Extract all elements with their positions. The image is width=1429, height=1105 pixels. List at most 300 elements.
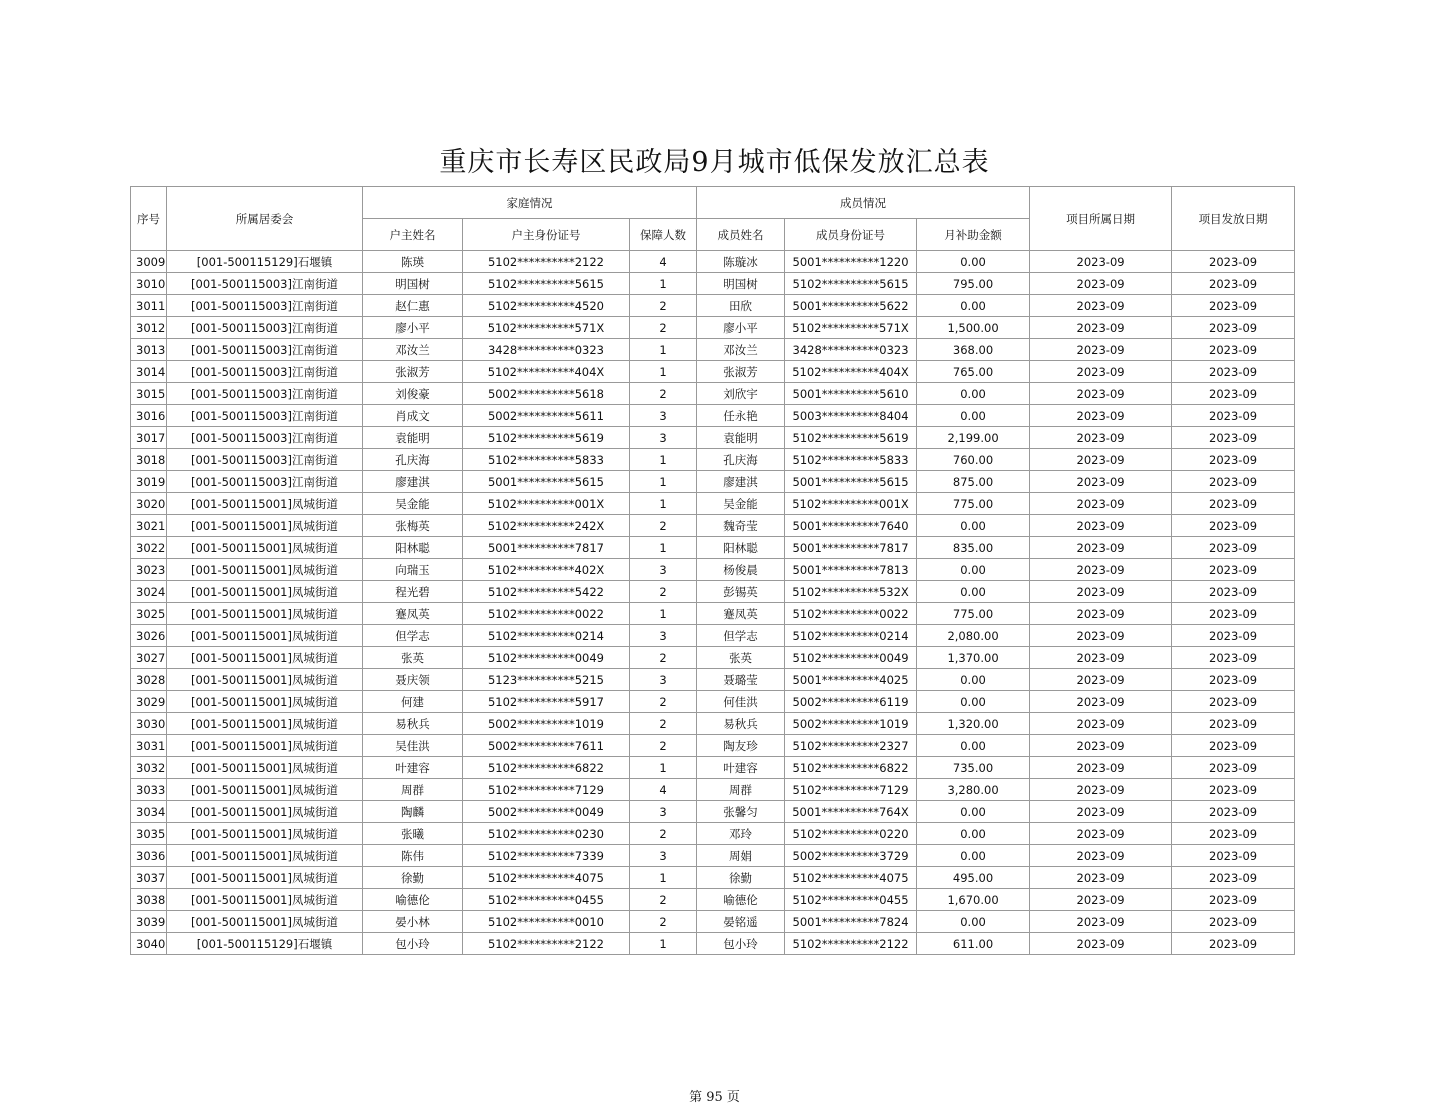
project-date-cell: 2023-09 (1030, 933, 1172, 955)
table-row (131, 515, 1295, 537)
issue-date-cell: 2023-09 (1172, 801, 1295, 823)
member-id-cell: 5001**********5622 (785, 295, 917, 317)
committee-cell: [001-500115001]凤城街道 (167, 581, 363, 603)
seq-cell: 3022 (131, 537, 167, 559)
seq-cell: 3011 (131, 295, 167, 317)
head-id-cell: 5001**********5615 (463, 471, 630, 493)
page-number: 第 95 页 (689, 1090, 740, 1105)
member-name-cell: 袁能明 (697, 427, 785, 449)
member-name-cell: 明国树 (697, 273, 785, 295)
member-id-cell: 5001**********4025 (785, 669, 917, 691)
seq-cell: 3024 (131, 581, 167, 603)
count-cell: 2 (630, 735, 697, 757)
project-date-cell: 2023-09 (1030, 317, 1172, 339)
member-id-cell: 5102**********0214 (785, 625, 917, 647)
amount-cell: 0.00 (917, 735, 1030, 757)
amount-cell: 1,370.00 (917, 647, 1030, 669)
head-name-cell: 包小玲 (363, 933, 463, 955)
count-cell: 1 (630, 757, 697, 779)
count-cell: 1 (630, 933, 697, 955)
count-cell: 1 (630, 603, 697, 625)
head-name-cell: 赵仁惠 (363, 295, 463, 317)
member-name-cell: 张馨匀 (697, 801, 785, 823)
member-id-cell: 5001**********5615 (785, 471, 917, 493)
table-row (131, 669, 1295, 691)
committee-cell: [001-500115003]江南街道 (167, 471, 363, 493)
amount-cell: 611.00 (917, 933, 1030, 955)
amount-cell: 0.00 (917, 911, 1030, 933)
project-date-cell: 2023-09 (1030, 911, 1172, 933)
seq-cell: 3029 (131, 691, 167, 713)
member-id-cell: 5003**********8404 (785, 405, 917, 427)
count-cell: 2 (630, 691, 697, 713)
seq-cell: 3009 (131, 251, 167, 273)
amount-cell: 1,500.00 (917, 317, 1030, 339)
count-cell: 2 (630, 317, 697, 339)
issue-date-cell: 2023-09 (1172, 691, 1295, 713)
seq-cell: 3016 (131, 405, 167, 427)
header-member-id: 成员身份证号 (785, 219, 917, 251)
head-name-cell: 易秋兵 (363, 713, 463, 735)
seq-cell: 3032 (131, 757, 167, 779)
committee-cell: [001-500115001]凤城街道 (167, 823, 363, 845)
table-row (131, 625, 1295, 647)
seq-cell: 3038 (131, 889, 167, 911)
committee-cell: [001-500115003]江南街道 (167, 361, 363, 383)
committee-cell: [001-500115003]江南街道 (167, 383, 363, 405)
project-date-cell: 2023-09 (1030, 713, 1172, 735)
project-date-cell: 2023-09 (1030, 515, 1172, 537)
member-name-cell: 廖建淇 (697, 471, 785, 493)
amount-cell: 835.00 (917, 537, 1030, 559)
head-id-cell: 5002**********5618 (463, 383, 630, 405)
issue-date-cell: 2023-09 (1172, 845, 1295, 867)
header-seq: 序号 (131, 187, 167, 251)
committee-cell: [001-500115129]石堰镇 (167, 251, 363, 273)
seq-cell: 3028 (131, 669, 167, 691)
project-date-cell: 2023-09 (1030, 779, 1172, 801)
member-id-cell: 5002**********6119 (785, 691, 917, 713)
count-cell: 3 (630, 559, 697, 581)
issue-date-cell: 2023-09 (1172, 669, 1295, 691)
head-id-cell: 5102**********0022 (463, 603, 630, 625)
seq-cell: 3037 (131, 867, 167, 889)
head-id-cell: 5102**********001X (463, 493, 630, 515)
member-id-cell: 5102**********0049 (785, 647, 917, 669)
committee-cell: [001-500115003]江南街道 (167, 273, 363, 295)
member-id-cell: 5102**********0455 (785, 889, 917, 911)
member-id-cell: 5102**********0022 (785, 603, 917, 625)
table-row (131, 823, 1295, 845)
head-name-cell: 程光碧 (363, 581, 463, 603)
member-name-cell: 任永艳 (697, 405, 785, 427)
table-row (131, 845, 1295, 867)
head-id-cell: 5102**********0214 (463, 625, 630, 647)
head-name-cell: 袁能明 (363, 427, 463, 449)
committee-cell: [001-500115003]江南街道 (167, 339, 363, 361)
issue-date-cell: 2023-09 (1172, 625, 1295, 647)
table-row (131, 911, 1295, 933)
count-cell: 2 (630, 515, 697, 537)
committee-cell: [001-500115003]江南街道 (167, 449, 363, 471)
member-name-cell: 张淑芳 (697, 361, 785, 383)
issue-date-cell: 2023-09 (1172, 867, 1295, 889)
amount-cell: 760.00 (917, 449, 1030, 471)
issue-date-cell: 2023-09 (1172, 361, 1295, 383)
count-cell: 2 (630, 713, 697, 735)
head-id-cell: 5102**********404X (463, 361, 630, 383)
amount-cell: 735.00 (917, 757, 1030, 779)
project-date-cell: 2023-09 (1030, 361, 1172, 383)
member-id-cell: 3428**********0323 (785, 339, 917, 361)
committee-cell: [001-500115001]凤城街道 (167, 603, 363, 625)
issue-date-cell: 2023-09 (1172, 251, 1295, 273)
head-name-cell: 陈伟 (363, 845, 463, 867)
table-row (131, 251, 1295, 273)
member-name-cell: 魏奇莹 (697, 515, 785, 537)
amount-cell: 495.00 (917, 867, 1030, 889)
project-date-cell: 2023-09 (1030, 383, 1172, 405)
committee-cell: [001-500115001]凤城街道 (167, 669, 363, 691)
head-name-cell: 邓汝兰 (363, 339, 463, 361)
member-id-cell: 5001**********7817 (785, 537, 917, 559)
head-name-cell: 张淑芳 (363, 361, 463, 383)
header-count: 保障人数 (630, 219, 697, 251)
project-date-cell: 2023-09 (1030, 867, 1172, 889)
member-name-cell: 包小玲 (697, 933, 785, 955)
issue-date-cell: 2023-09 (1172, 273, 1295, 295)
head-id-cell: 5002**********7611 (463, 735, 630, 757)
project-date-cell: 2023-09 (1030, 889, 1172, 911)
member-id-cell: 5102**********532X (785, 581, 917, 603)
head-name-cell: 廖小平 (363, 317, 463, 339)
project-date-cell: 2023-09 (1030, 537, 1172, 559)
head-name-cell: 陶麟 (363, 801, 463, 823)
member-id-cell: 5002**********1019 (785, 713, 917, 735)
table-row (131, 779, 1295, 801)
member-id-cell: 5001**********7640 (785, 515, 917, 537)
member-id-cell: 5002**********3729 (785, 845, 917, 867)
member-name-cell: 蹇凤英 (697, 603, 785, 625)
head-name-cell: 向瑞玉 (363, 559, 463, 581)
project-date-cell: 2023-09 (1030, 757, 1172, 779)
table-row (131, 889, 1295, 911)
amount-cell: 3,280.00 (917, 779, 1030, 801)
head-name-cell: 廖建淇 (363, 471, 463, 493)
head-id-cell: 5102**********5422 (463, 581, 630, 603)
count-cell: 2 (630, 295, 697, 317)
head-id-cell: 5102**********5833 (463, 449, 630, 471)
count-cell: 3 (630, 845, 697, 867)
project-date-cell: 2023-09 (1030, 801, 1172, 823)
count-cell: 1 (630, 449, 697, 471)
seq-cell: 3014 (131, 361, 167, 383)
member-name-cell: 徐勤 (697, 867, 785, 889)
member-id-cell: 5102**********5619 (785, 427, 917, 449)
issue-date-cell: 2023-09 (1172, 405, 1295, 427)
seq-cell: 3012 (131, 317, 167, 339)
issue-date-cell: 2023-09 (1172, 889, 1295, 911)
issue-date-cell: 2023-09 (1172, 383, 1295, 405)
member-id-cell: 5102**********571X (785, 317, 917, 339)
head-id-cell: 5102**********7339 (463, 845, 630, 867)
seq-cell: 3010 (131, 273, 167, 295)
project-date-cell: 2023-09 (1030, 845, 1172, 867)
count-cell: 1 (630, 867, 697, 889)
page-title: 重庆市长寿区民政局9月城市低保发放汇总表 (439, 147, 990, 178)
committee-cell: [001-500115001]凤城街道 (167, 889, 363, 911)
head-id-cell: 5123**********5215 (463, 669, 630, 691)
member-id-cell: 5102**********404X (785, 361, 917, 383)
member-id-cell: 5102**********0220 (785, 823, 917, 845)
head-name-cell: 但学志 (363, 625, 463, 647)
member-name-cell: 晏铭遥 (697, 911, 785, 933)
committee-cell: [001-500115001]凤城街道 (167, 757, 363, 779)
table-row (131, 471, 1295, 493)
amount-cell: 0.00 (917, 823, 1030, 845)
project-date-cell: 2023-09 (1030, 449, 1172, 471)
amount-cell: 0.00 (917, 559, 1030, 581)
member-id-cell: 5102**********5615 (785, 273, 917, 295)
issue-date-cell: 2023-09 (1172, 735, 1295, 757)
committee-cell: [001-500115003]江南街道 (167, 317, 363, 339)
committee-cell: [001-500115001]凤城街道 (167, 911, 363, 933)
head-id-cell: 5102**********6822 (463, 757, 630, 779)
seq-cell: 3019 (131, 471, 167, 493)
amount-cell: 0.00 (917, 845, 1030, 867)
count-cell: 3 (630, 427, 697, 449)
head-name-cell: 肖成文 (363, 405, 463, 427)
table-body (131, 251, 1295, 955)
issue-date-cell: 2023-09 (1172, 933, 1295, 955)
header-issue-date: 项目发放日期 (1172, 187, 1295, 251)
issue-date-cell: 2023-09 (1172, 603, 1295, 625)
header-member-name: 成员姓名 (697, 219, 785, 251)
head-id-cell: 5002**********1019 (463, 713, 630, 735)
committee-cell: [001-500115001]凤城街道 (167, 625, 363, 647)
head-name-cell: 张英 (363, 647, 463, 669)
committee-cell: [001-500115129]石堰镇 (167, 933, 363, 955)
table-row (131, 867, 1295, 889)
project-date-cell: 2023-09 (1030, 625, 1172, 647)
issue-date-cell: 2023-09 (1172, 559, 1295, 581)
amount-cell: 1,320.00 (917, 713, 1030, 735)
table-row (131, 647, 1295, 669)
project-date-cell: 2023-09 (1030, 339, 1172, 361)
member-name-cell: 陶友珍 (697, 735, 785, 757)
committee-cell: [001-500115001]凤城街道 (167, 801, 363, 823)
table-row (131, 603, 1295, 625)
header-family-group: 家庭情况 (363, 187, 697, 219)
head-id-cell: 5102**********4520 (463, 295, 630, 317)
issue-date-cell: 2023-09 (1172, 911, 1295, 933)
project-date-cell: 2023-09 (1030, 559, 1172, 581)
count-cell: 2 (630, 889, 697, 911)
seq-cell: 3013 (131, 339, 167, 361)
table-row (131, 537, 1295, 559)
head-name-cell: 蹇凤英 (363, 603, 463, 625)
member-id-cell: 5102**********6822 (785, 757, 917, 779)
committee-cell: [001-500115003]江南街道 (167, 405, 363, 427)
project-date-cell: 2023-09 (1030, 823, 1172, 845)
head-id-cell: 5102**********2122 (463, 933, 630, 955)
table-row (131, 361, 1295, 383)
issue-date-cell: 2023-09 (1172, 427, 1295, 449)
head-id-cell: 5102**********5615 (463, 273, 630, 295)
member-name-cell: 吴金能 (697, 493, 785, 515)
head-name-cell: 张梅英 (363, 515, 463, 537)
committee-cell: [001-500115001]凤城街道 (167, 735, 363, 757)
member-name-cell: 周群 (697, 779, 785, 801)
head-name-cell: 阳林聪 (363, 537, 463, 559)
count-cell: 3 (630, 801, 697, 823)
amount-cell: 875.00 (917, 471, 1030, 493)
count-cell: 1 (630, 273, 697, 295)
member-id-cell: 5102**********5833 (785, 449, 917, 471)
seq-cell: 3036 (131, 845, 167, 867)
head-id-cell: 5102**********0010 (463, 911, 630, 933)
head-id-cell: 5001**********7817 (463, 537, 630, 559)
committee-cell: [001-500115001]凤城街道 (167, 647, 363, 669)
member-id-cell: 5001**********7824 (785, 911, 917, 933)
count-cell: 1 (630, 471, 697, 493)
member-name-cell: 阳林聪 (697, 537, 785, 559)
amount-cell: 368.00 (917, 339, 1030, 361)
seq-cell: 3039 (131, 911, 167, 933)
project-date-cell: 2023-09 (1030, 295, 1172, 317)
project-date-cell: 2023-09 (1030, 691, 1172, 713)
issue-date-cell: 2023-09 (1172, 647, 1295, 669)
count-cell: 1 (630, 339, 697, 361)
amount-cell: 0.00 (917, 295, 1030, 317)
seq-cell: 3017 (131, 427, 167, 449)
count-cell: 2 (630, 581, 697, 603)
header-amount: 月补助金额 (917, 219, 1030, 251)
head-name-cell: 晏小林 (363, 911, 463, 933)
table-row (131, 339, 1295, 361)
project-date-cell: 2023-09 (1030, 427, 1172, 449)
member-name-cell: 刘欣宇 (697, 383, 785, 405)
header-project-date: 项目所属日期 (1030, 187, 1172, 251)
count-cell: 3 (630, 625, 697, 647)
amount-cell: 775.00 (917, 603, 1030, 625)
count-cell: 2 (630, 823, 697, 845)
amount-cell: 765.00 (917, 361, 1030, 383)
issue-date-cell: 2023-09 (1172, 757, 1295, 779)
member-id-cell: 5102**********2122 (785, 933, 917, 955)
member-name-cell: 易秋兵 (697, 713, 785, 735)
project-date-cell: 2023-09 (1030, 669, 1172, 691)
amount-cell: 0.00 (917, 801, 1030, 823)
amount-cell: 0.00 (917, 669, 1030, 691)
head-id-cell: 5102**********0049 (463, 647, 630, 669)
member-name-cell: 田欣 (697, 295, 785, 317)
project-date-cell: 2023-09 (1030, 471, 1172, 493)
member-name-cell: 陈璇冰 (697, 251, 785, 273)
head-name-cell: 刘俊豪 (363, 383, 463, 405)
member-id-cell: 5102**********001X (785, 493, 917, 515)
seq-cell: 3040 (131, 933, 167, 955)
head-id-cell: 5102**********7129 (463, 779, 630, 801)
member-name-cell: 何佳洪 (697, 691, 785, 713)
head-id-cell: 5102**********0455 (463, 889, 630, 911)
member-id-cell: 5102**********4075 (785, 867, 917, 889)
issue-date-cell: 2023-09 (1172, 471, 1295, 493)
project-date-cell: 2023-09 (1030, 493, 1172, 515)
table-row (131, 713, 1295, 735)
head-name-cell: 张曦 (363, 823, 463, 845)
member-id-cell: 5001**********7813 (785, 559, 917, 581)
table-header (131, 187, 1295, 251)
member-name-cell: 但学志 (697, 625, 785, 647)
issue-date-cell: 2023-09 (1172, 317, 1295, 339)
issue-date-cell: 2023-09 (1172, 449, 1295, 471)
table-row (131, 801, 1295, 823)
issue-date-cell: 2023-09 (1172, 823, 1295, 845)
issue-date-cell: 2023-09 (1172, 339, 1295, 361)
member-id-cell: 5001**********5610 (785, 383, 917, 405)
table-row (131, 559, 1295, 581)
member-id-cell: 5102**********2327 (785, 735, 917, 757)
amount-cell: 0.00 (917, 405, 1030, 427)
member-name-cell: 彭锡英 (697, 581, 785, 603)
member-name-cell: 周娟 (697, 845, 785, 867)
member-name-cell: 张英 (697, 647, 785, 669)
seq-cell: 3026 (131, 625, 167, 647)
amount-cell: 2,199.00 (917, 427, 1030, 449)
table-row (131, 383, 1295, 405)
committee-cell: [001-500115001]凤城街道 (167, 691, 363, 713)
count-cell: 4 (630, 251, 697, 273)
project-date-cell: 2023-09 (1030, 603, 1172, 625)
seq-cell: 3031 (131, 735, 167, 757)
committee-cell: [001-500115001]凤城街道 (167, 713, 363, 735)
count-cell: 2 (630, 383, 697, 405)
issue-date-cell: 2023-09 (1172, 295, 1295, 317)
count-cell: 1 (630, 493, 697, 515)
head-name-cell: 周群 (363, 779, 463, 801)
head-name-cell: 孔庆海 (363, 449, 463, 471)
count-cell: 3 (630, 669, 697, 691)
seq-cell: 3023 (131, 559, 167, 581)
issue-date-cell: 2023-09 (1172, 493, 1295, 515)
table-row (131, 449, 1295, 471)
table-row (131, 405, 1295, 427)
head-id-cell: 5002**********5611 (463, 405, 630, 427)
header-member-group: 成员情况 (697, 187, 1030, 219)
seq-cell: 3030 (131, 713, 167, 735)
seq-cell: 3020 (131, 493, 167, 515)
table-row (131, 691, 1295, 713)
amount-cell: 0.00 (917, 581, 1030, 603)
head-id-cell: 5102**********402X (463, 559, 630, 581)
project-date-cell: 2023-09 (1030, 273, 1172, 295)
amount-cell: 0.00 (917, 515, 1030, 537)
issue-date-cell: 2023-09 (1172, 779, 1295, 801)
issue-date-cell: 2023-09 (1172, 515, 1295, 537)
head-name-cell: 吴金能 (363, 493, 463, 515)
committee-cell: [001-500115001]凤城街道 (167, 493, 363, 515)
head-name-cell: 聂庆领 (363, 669, 463, 691)
count-cell: 2 (630, 647, 697, 669)
table-row (131, 273, 1295, 295)
header-head-id: 户主身份证号 (463, 219, 630, 251)
head-id-cell: 5102**********4075 (463, 867, 630, 889)
issue-date-cell: 2023-09 (1172, 537, 1295, 559)
table-row (131, 427, 1295, 449)
head-id-cell: 5102**********5917 (463, 691, 630, 713)
table-row (131, 735, 1295, 757)
